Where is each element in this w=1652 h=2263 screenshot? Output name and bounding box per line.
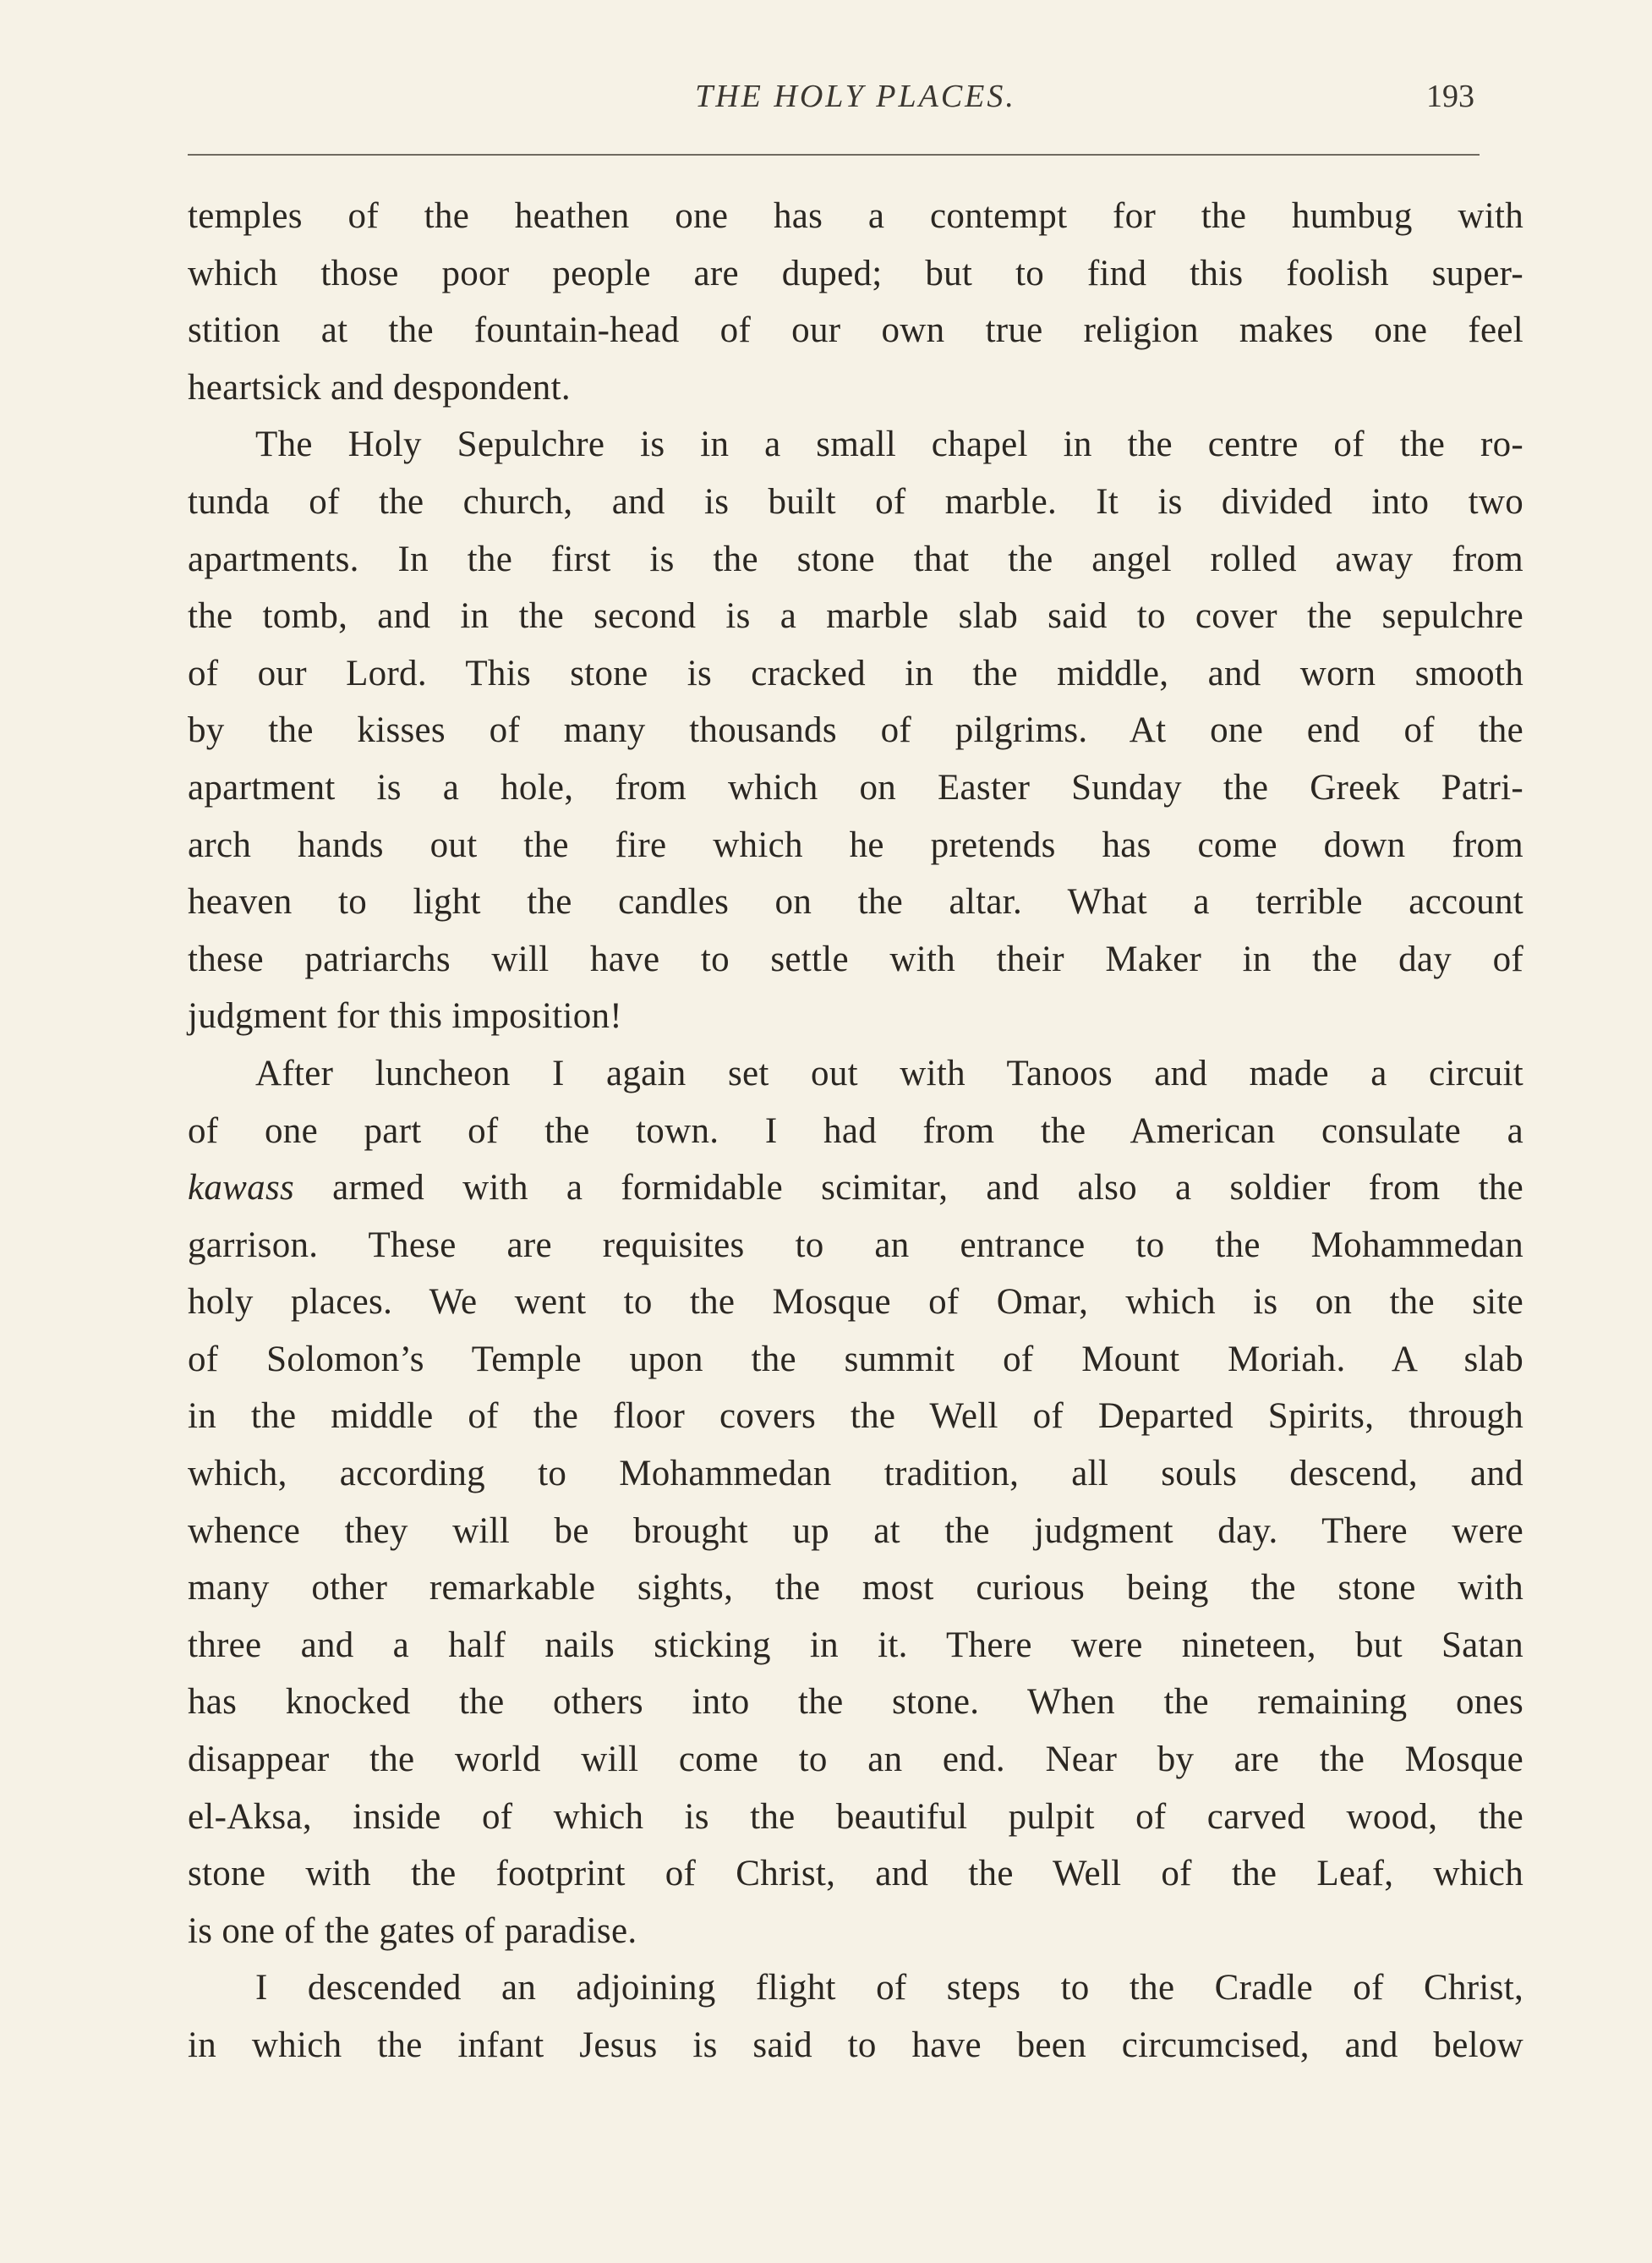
text-line: three and a half nails sticking in it. There were nineteen, but Satan [188, 1625, 1523, 1665]
line-text: armed with a formidable scimitar, and also a soldier from the [332, 1168, 1523, 1208]
text-line: holy places. We went to the Mosque of Omar, which is on the site [188, 1282, 1523, 1323]
text-line: The Holy Sepulchre is in a small chapel in the centre of the ro- [255, 425, 1523, 465]
text-line: the tomb, and in the second is a marble slab said to cover the sepulchre [188, 596, 1523, 637]
text-line: apartments. In the first is the stone that the angel rolled away from [188, 539, 1523, 579]
text-line [188, 1159, 1523, 1217]
text-line: many other remarkable sights, the most curious being the stone with [188, 1568, 1523, 1608]
text-line: el-Aksa, inside of which is the beautiful pulpit of carved wood, the [188, 1796, 1523, 1837]
text-line: apartment is a hole, from which on Easter Sunday the Greek Patri- [188, 767, 1523, 808]
text-line: is one of the gates of paradise. [188, 1910, 637, 1951]
text-line: tunda of the church, and is built of marble. It is divided into two [188, 481, 1523, 522]
text-line: heaven to light the candles on the altar. What a terrible account [188, 882, 1523, 923]
body-text [188, 188, 1523, 2074]
text-line: garrison. These are requisites to an entrance to the Mohammedan [188, 1225, 1523, 1265]
text-line: After luncheon I again set out with Tanoos and made a circuit [255, 1053, 1523, 1093]
text-line: heartsick and despondent. [188, 367, 571, 408]
text-line: disappear the world will come to an end. Near by are the Mosque [188, 1740, 1523, 1780]
text-line: by the kisses of many thousands of pilgrims. At one end of the [188, 710, 1523, 751]
text-line: whence they will be brought up at the judgment day. There were [188, 1510, 1523, 1551]
text-line: these patriarchs will have to settle with their Maker in the day of [188, 939, 1523, 979]
text-line: stition at the fountain-head of our own true religion makes one feel [188, 310, 1523, 351]
text-line: of Solomon’s Temple upon the summit of Mount Moriah. A slab [188, 1339, 1523, 1379]
running-head [188, 78, 1523, 120]
text-line: in the middle of the floor covers the Well of Departed Spirits, through [188, 1396, 1523, 1437]
header-rule [188, 154, 1480, 156]
italic-term: kawass [188, 1168, 295, 1208]
text-line: in which the infant Jesus is said to have been circumcised, and below [188, 2025, 1523, 2065]
text-line: temples of the heathen one has a contempt for the humbug with [188, 196, 1523, 236]
text-line: which those poor people are duped; but to find this foolish super- [188, 253, 1523, 293]
text-line: arch hands out the fire which he pretends has come down from [188, 825, 1523, 865]
page-number: 193 [1426, 79, 1474, 114]
text-line: of one part of the town. I had from the American consulate a [188, 1110, 1523, 1151]
text-line: of our Lord. This stone is cracked in the middle, and worn smooth [188, 653, 1523, 693]
running-title: THE HOLY PLACES. [695, 79, 1016, 114]
text-line: has knocked the others into the stone. When the remaining ones [188, 1682, 1523, 1723]
text-line: which, according to Mohammedan tradition, all souls descend, and [188, 1454, 1523, 1494]
text-line: I descended an adjoining flight of steps to the Cradle of Christ, [255, 1968, 1523, 2008]
text-line: judgment for this imposition! [188, 996, 622, 1037]
text-line: stone with the footprint of Christ, and the Well of the Leaf, which [188, 1854, 1523, 1894]
